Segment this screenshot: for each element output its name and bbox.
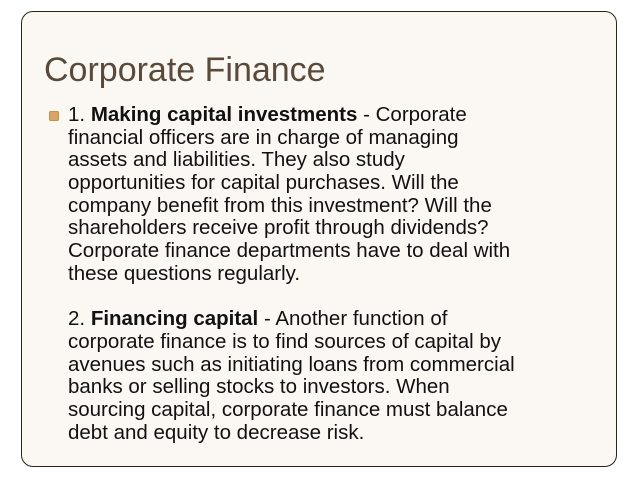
paragraph-line: corporate finance is to find sources of capital by: [68, 329, 502, 353]
paragraph-number: 2.: [68, 307, 86, 331]
paragraph-line: debt and equity to decrease risk.: [68, 420, 365, 444]
paragraph-line: financial officers are in charge of managing: [68, 125, 459, 149]
paragraph-line: [68, 308, 589, 331]
paragraph-line: Corporate finance departments have to deal with: [68, 239, 511, 263]
paragraph-line: assets and liabilities. They also study: [68, 148, 405, 172]
paragraph-heading: Financing capital: [90, 307, 259, 331]
square-bullet-icon: [49, 111, 59, 121]
paragraph-line: these questions regularly.: [68, 261, 301, 285]
paragraph-line: opportunities for capital purchases. Will the: [68, 171, 459, 195]
paragraph-making-capital-investments: [68, 104, 589, 286]
paragraph-text: - Corporate: [357, 103, 467, 126]
slide-title: Corporate Finance: [44, 51, 326, 89]
paragraph-number: 1.: [68, 103, 86, 126]
paragraph-line: [68, 104, 589, 127]
paragraph-line: sourcing capital, corporate finance must balance: [68, 397, 508, 421]
slide-body: [49, 104, 589, 444]
paragraph-line: avenues such as initiating loans from commercial: [68, 352, 515, 376]
paragraph-line: banks or selling stocks to investors. When: [68, 375, 450, 399]
paragraph-financing-capital: [68, 308, 589, 444]
paragraph-text: - Another function of: [258, 307, 448, 331]
paragraph-line: shareholders receive profit through dividends?: [68, 216, 489, 240]
paragraph-heading: Making capital investments: [90, 103, 358, 126]
paragraph-line: company benefit from this investment? Will the: [68, 193, 492, 217]
